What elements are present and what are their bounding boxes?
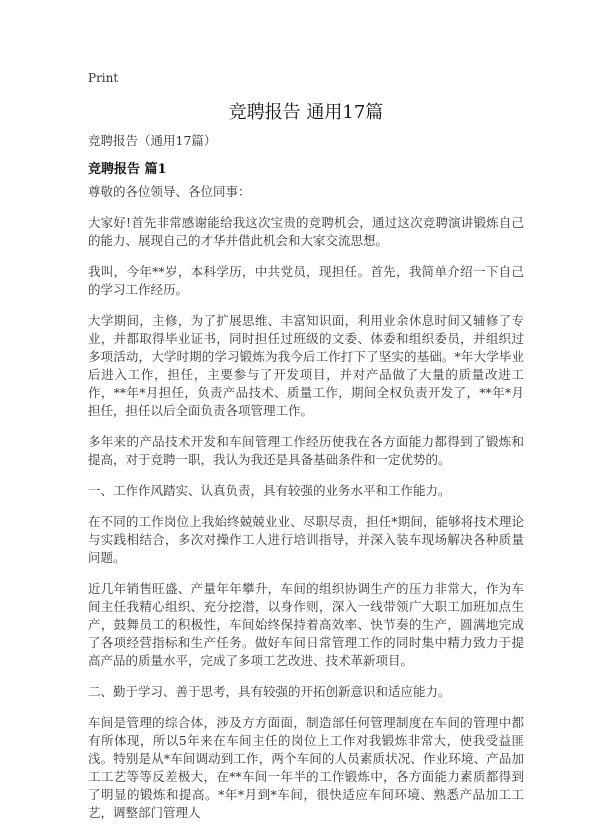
section-heading: 竞聘报告 篇1 [88,162,167,177]
print-link[interactable]: Print [88,71,119,85]
paragraph-positions: 在不同的工作岗位上我始终兢兢业业、尽职尽责，担任*期间，能够将技术理论与实践相结合，多次对操作工人进行培训指导，并深入装车现场解决各种质量问题。 [88,514,524,565]
document-body [88,183,524,835]
paragraph-experience: 大学期间，主修，为了扩展思维、丰富知识面，利用业余休息时间又辅修了专业，并都取得毕业证书，同时担任过班级的文委、体委和组织委员，并组织过多项活动，大学时期的学习锻炼为我今后工作打下了坚实的基础。*年大学毕业后进入工作，担任，主要参与了开发项目，并对产品做了大量的质量改进工作，**年*月担任，负责产品技术、质量工作，期间全权负责开发了，**年*月担任，担任以后全面负责各项管理工作。 [88,313,524,418]
paragraph-self-intro: 我叫，今年**岁，本科学历，中共党员，现担任。首先，我简单介绍一下自己的学习工作经历。 [88,264,524,297]
document-subtitle: 竞聘报告（通用17篇） [88,133,217,148]
paragraph-intro: 大家好!首先非常感谢能给我这次宝贵的竞聘机会，通过这次竞聘演讲锻炼自己的能力、展现自己的才华并借此机会和大家交流思想。 [88,215,524,248]
paragraph-production: 近几年销售旺盛、产量年年攀升，车间的组织协调生产的压力非常大，作为车间主任我精心组织、充分挖潜，以身作则，深入一线带领广大职工加班加点生产，鼓舞员工的积极性，车间始终保持着高效率、快节奏的生产，圆满地完成了各项经营指标和生产任务。做好车间日常管理工作的同时集中精力致力于提高产品的质量水平，完成了多项工艺改进、技术革新项目。 [88,581,524,668]
paragraph-greeting: 尊敬的各位领导、各位同事： [88,184,251,199]
paragraph-point-two: 二、勤于学习、善于思考，具有较强的开拓创新意识和适应能力。 [88,684,451,699]
paragraph-advantages: 多年来的产品技术开发和车间管理工作经历使我在各方面能力都得到了锻炼和提高，对于竞聘一职，我认为我还是具备基础条件和一定优势的。 [88,434,524,467]
paragraph-workshop: 车间是管理的综合体，涉及方方面面，制造部任何管理制度在车间的管理中都有所体现，所以5年来在车间主任的岗位上工作对我锻炼非常大，使我受益匪浅。特别是从*车间调动到工作，两个车间的人员素质状况、作业环境、产品加工工艺等等反差极大，在**车间一年半的工作锻炼中，各方面能力素质都得到了明显的锻炼和提高。*年*月到*车间，很快适应车间环境、熟悉产品加工工艺，调整部门管理人 [88,715,524,820]
paragraph-point-one: 一、工作作风踏实、认真负责，具有较强的业务水平和工作能力。 [88,483,451,498]
page-title: 竞聘报告 通用17篇 [228,102,384,123]
document-page [88,0,524,820]
